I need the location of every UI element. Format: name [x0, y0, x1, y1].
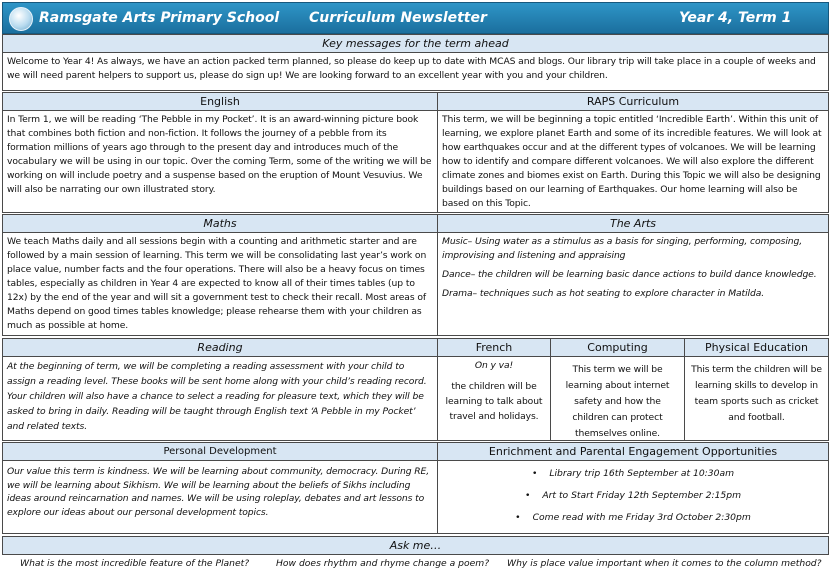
computing-text: This term we will be learning about internet safety and how the children can protect themselves online.	[565, 364, 670, 439]
pe-heading: Physical Education	[684, 338, 829, 357]
newsletter	[2, 2, 829, 572]
newsletter-banner	[2, 2, 829, 34]
key-messages-text: Welcome to Year 4! As always, we have an action packed term planned, so please do keep up to date with MCAS and blogs. Our library trip will take place in a couple of weeks and we will need parent helpers to support us, please do sign up! We are looking forward to an excellent year with you and your children.	[7, 56, 816, 81]
french-text: the children will be learning to talk about travel and holidays.	[445, 381, 543, 422]
personal-box	[2, 460, 438, 534]
arts-dance: Dance– the children will be learning basic dance actions to build dance knowledge.	[442, 269, 817, 280]
english-heading: English	[2, 92, 438, 111]
school-name: Ramsgate Arts Primary School	[39, 10, 280, 26]
key-messages-box	[2, 52, 829, 91]
computing-heading: Computing	[550, 338, 685, 357]
pe-box	[684, 356, 829, 441]
school-logo-icon	[9, 7, 33, 31]
arts-drama: Drama– techniques such as hot seating to explore character in Matilda.	[442, 288, 765, 299]
reading-text: At the beginning of term, we will be completing a reading assessment with your child to assign a reading level. These books will be sent home along with your child’s reading record. Your children will also have a chance to select a reading for pleasure text, which they will be asked to bring in daily. Reading will be taught through English text ‘A Pebble in my Pocket’ and related texts.	[7, 361, 427, 432]
arts-heading: The Arts	[437, 214, 829, 233]
french-content	[438, 357, 550, 426]
english-box	[2, 110, 438, 213]
computing-box	[550, 356, 685, 441]
key-messages-heading: Key messages for the term ahead	[2, 34, 829, 53]
arts-text	[438, 233, 828, 308]
english-text: In Term 1, we will be reading ‘The Pebble in my Pocket’. It is an award-winning picture book that combines both fiction and non-fiction. It follows the journey of a pebble from its formation millions of years ago through to the present day and introduces much of the vocabulary we will be using in our topic. Over the coming Term, some of the writing we will be working on will include poetry and a suspense based on the eruption of Mount Vesuvius. We will also be narrating our own illustrated story.	[7, 114, 432, 195]
raps-heading: RAPS Curriculum	[437, 92, 829, 111]
pe-text: This term the children will be learning skills to develop in team sports such as cricket and football.	[691, 364, 822, 423]
maths-box	[2, 232, 438, 336]
enrichment-item: • Art to Start Friday 12th September 2:15pm	[438, 485, 828, 507]
ask-question-2: How does rhythm and rhyme change a poem?	[276, 558, 490, 569]
term-label: Year 4, Term 1	[679, 10, 792, 26]
arts-music: Music– Using water as a stimulus as a basis for singing, performing, composing, improvising and listening and appraising	[442, 236, 803, 261]
ask-heading: Ask me…	[2, 536, 829, 555]
maths-text: We teach Maths daily and all sessions begin with a counting and arithmetic starter and are followed by a main session of learning. This term we will be consolidating last year’s work on place value, number facts and the four operations. There will also be a heavy focus on times tables, especially as children in Year 4 are expected to know all of their times tables (up to 12x) by the end of the year and will sit a government test to check their recall. Most areas of Maths depend on good times tables knowledge; please rehearse them with your children as much as possible at home.	[7, 236, 427, 331]
enrichment-item: • Library trip 16th September at 10:30am	[438, 463, 828, 485]
personal-heading: Personal Development	[2, 442, 438, 461]
maths-heading: Maths	[2, 214, 438, 233]
enrichment-list	[438, 463, 828, 529]
french-heading: French	[437, 338, 551, 357]
reading-heading: Reading	[2, 338, 438, 357]
raps-text: This term, we will be beginning a topic entitled ‘Incredible Earth’. Within this unit of learning, we explore planet Earth and some of its incredible features. We will look at how earthquakes occur and at the different types of volcanoes. We will be learning how to identify and compare different volcanoes. We will also explore the different climate zones and biomes exist on Earth. During this Topic we will also be designing buildings based on our learning of Earthquakes. Our home learning will also be based on this Topic.	[442, 114, 822, 209]
newsletter-title: Curriculum Newsletter	[309, 10, 487, 26]
enrichment-item: • Come read with me Friday 3rd October 2:30pm	[438, 507, 828, 529]
reading-box	[2, 356, 438, 441]
french-greeting: On y va!	[474, 360, 514, 371]
enrichment-box	[437, 460, 829, 534]
raps-box	[437, 110, 829, 213]
arts-box	[437, 232, 829, 336]
ask-question-3: Why is place value important when it comes to the column method?	[507, 558, 822, 569]
personal-text: Our value this term is kindness. We will be learning about community, democracy. During RE, we will be learning about Sikhism. We will be learning about the beliefs of Sikhs including ideas around reincarnation and names. We will be using roleplay, debates and art lessons to explore our ideas about our personal development topics.	[7, 466, 430, 518]
french-box	[437, 356, 551, 441]
ask-question-1: What is the most incredible feature of the Planet?	[20, 558, 250, 569]
enrichment-heading: Enrichment and Parental Engagement Opportunities	[437, 442, 829, 461]
